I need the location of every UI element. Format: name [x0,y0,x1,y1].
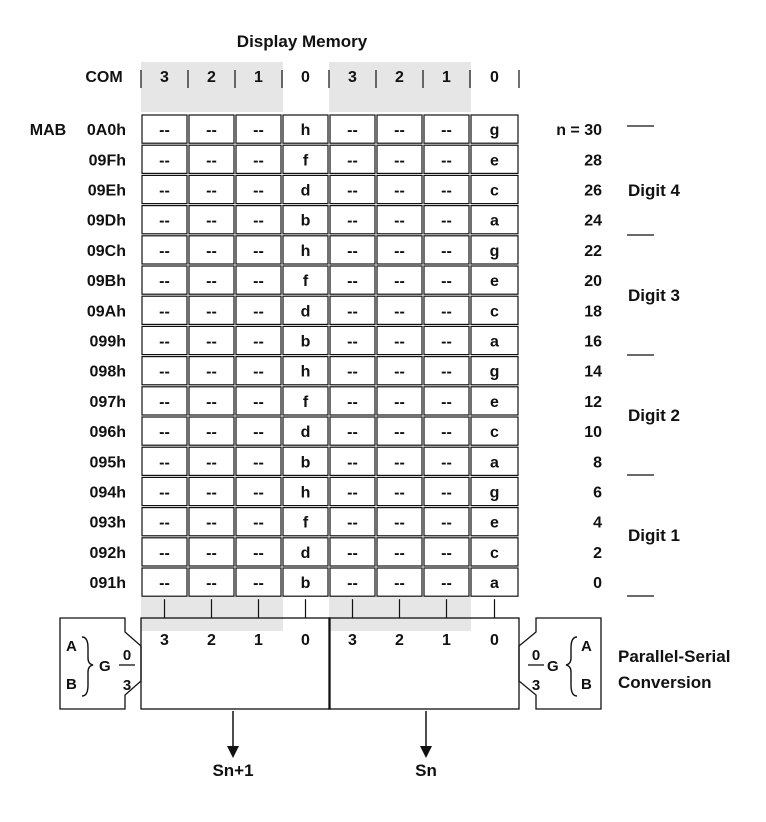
output-sn1-label: Sn+1 [212,761,254,780]
memory-cell-value: c [490,424,499,442]
mux-left-input-a: A [66,638,77,655]
row-address: 09Dh [86,212,126,230]
memory-cell-value: h [300,484,311,502]
memory-cell-value: -- [394,514,405,532]
row-address: 093h [89,514,126,532]
mux-left-gate: G [99,658,111,675]
memory-cell-value: -- [347,424,358,442]
memory-cell-value: -- [441,454,452,472]
row-n-value: 6 [593,484,602,502]
memory-cell-value: d [300,182,311,200]
memory-cell-value: -- [206,303,217,321]
memory-cell-value: -- [394,182,405,200]
memory-cell-value: -- [441,484,452,502]
memory-cell-value: d [300,424,311,442]
memory-cell-value: -- [159,363,170,381]
memory-cell-value: a [490,454,499,472]
row-address: 09Fh [88,152,126,170]
memory-cell-value: -- [253,333,264,351]
com-column-label: 1 [442,69,451,86]
com-column-label: 3 [348,69,357,86]
mux-right-brace [566,637,577,696]
row-address: 09Bh [86,273,126,291]
memory-cell-value: -- [253,122,264,140]
memory-cell-value: -- [206,273,217,291]
memory-cell-value: -- [159,514,170,532]
conversion-column-label: 1 [442,632,451,649]
address-column [87,122,126,592]
mux-right-numerator: 0 [531,647,541,664]
output-arrow-sn [420,711,432,758]
memory-cell-value: -- [441,514,452,532]
mux-left-brace [82,637,93,696]
memory-cell-value: e [490,273,499,291]
memory-cell-value: -- [441,122,452,140]
com-label: COM [85,69,123,86]
memory-cell-value: c [490,544,499,562]
conversion-label-line1: Parallel-Serial [618,647,731,666]
memory-cell-value: -- [347,363,358,381]
memory-cell-value: -- [206,182,217,200]
memory-cell-value: -- [347,333,358,351]
conversion-label-line2: Conversion [618,673,712,692]
memory-cell-value: -- [347,484,358,502]
memory-cell-value: -- [159,152,170,170]
memory-cell-value: -- [441,273,452,291]
memory-cell-value: -- [394,152,405,170]
memory-cell-value: -- [159,242,170,260]
conversion-column-label: 3 [160,632,169,649]
memory-cell-value: -- [206,242,217,260]
memory-cell-value: -- [253,363,264,381]
conversion-column-label: 0 [490,632,499,649]
memory-cell-value: f [302,393,309,411]
memory-cell-value: -- [441,182,452,200]
memory-cell-value: -- [441,544,452,562]
row-n-value: 26 [584,182,602,200]
row-address: 09Eh [87,182,126,200]
memory-cell-value: -- [394,575,405,593]
memory-cell-value: -- [253,544,264,562]
memory-cell-value: -- [206,393,217,411]
memory-cell-value: -- [347,273,358,291]
memory-cell-value: a [490,333,499,351]
memory-cell-value: -- [159,273,170,291]
memory-cell-value: g [489,122,500,140]
memory-cell-value: b [300,575,311,593]
memory-cell-value: g [489,484,500,502]
mux-left-input-b: B [66,676,77,693]
memory-cell-value: b [300,212,311,230]
memory-cell-value: -- [253,242,264,260]
digit-1-label: Digit 1 [628,526,680,545]
row-n-value: 14 [584,363,602,381]
row-n-value: 24 [584,212,602,230]
memory-cell-value: f [302,273,309,291]
memory-cell-value: -- [394,393,405,411]
memory-cell-value: -- [159,393,170,411]
row-n-value: 0 [593,575,602,593]
memory-cell-value: -- [347,182,358,200]
memory-cell-value: -- [347,122,358,140]
memory-cell-value: -- [159,424,170,442]
conversion-column-label: 2 [395,632,404,649]
memory-cell-value: -- [159,303,170,321]
digit-3-label: Digit 3 [628,286,680,305]
output-sn-label: Sn [415,761,437,780]
com-column-label: 0 [301,69,310,86]
memory-cell-value: -- [347,514,358,532]
memory-cell-value: -- [206,484,217,502]
memory-cell-value: f [302,514,309,532]
memory-cell-value: -- [347,212,358,230]
row-n-value: 12 [584,393,602,411]
memory-cell-value: -- [206,575,217,593]
memory-cell-value: -- [347,303,358,321]
memory-cell-value: -- [159,484,170,502]
memory-cell-value: -- [347,454,358,472]
diagram-title: Display Memory [236,32,368,51]
memory-cell-value: -- [253,575,264,593]
row-address: 091h [89,575,126,593]
memory-cell-value: f [302,152,309,170]
row-address: 096h [89,424,126,442]
memory-cell-value: -- [394,544,405,562]
row-n-value: 18 [584,303,602,321]
memory-cell-value: -- [441,333,452,351]
memory-cell-value: -- [253,273,264,291]
memory-cell-value: -- [206,514,217,532]
memory-cell-value: -- [394,424,405,442]
memory-cell-value: e [490,514,499,532]
memory-cell-value: -- [159,544,170,562]
mab-label: MAB [29,122,67,139]
com-column-label: 1 [254,69,263,86]
memory-cell-value: h [300,363,311,381]
memory-cell-value: -- [206,454,217,472]
memory-cell-value: -- [253,152,264,170]
memory-cell-value: -- [394,484,405,502]
memory-cell-value: -- [441,393,452,411]
memory-cell-value: -- [394,303,405,321]
memory-cell-value: -- [394,363,405,381]
memory-cell-value: b [300,454,311,472]
row-n-value: 8 [593,454,602,472]
memory-cell-value: -- [206,333,217,351]
memory-cell-value: -- [347,575,358,593]
conversion-column-label: 2 [207,632,216,649]
row-n-value: 20 [584,273,602,291]
output-arrow-sn1 [227,711,239,758]
memory-cell-value: -- [206,544,217,562]
row-n-value: 10 [584,424,602,442]
memory-cell-value: -- [253,393,264,411]
memory-cell-value: -- [159,182,170,200]
row-n-value: 16 [584,333,602,351]
row-n-value: 22 [584,242,602,260]
row-address: 09Ch [86,242,126,260]
com-column-label: 2 [207,69,216,86]
memory-cell-value: -- [206,212,217,230]
conversion-column-label: 1 [254,632,263,649]
mux-right-input-a: A [581,638,592,655]
memory-cell-value: -- [253,303,264,321]
mux-left-numerator: 0 [122,647,132,664]
row-address: 098h [89,363,126,381]
memory-cell-value: -- [253,424,264,442]
memory-cell-value: -- [394,242,405,260]
memory-cell-value: -- [441,242,452,260]
mux-left [60,618,141,709]
digit-4-label: Digit 4 [628,181,680,200]
com-column-label: 3 [160,69,169,86]
memory-cell-value: -- [159,454,170,472]
memory-cell-value: a [490,212,499,230]
memory-grid [142,115,518,596]
memory-cell-value: -- [206,424,217,442]
com-column-label: 2 [395,69,404,86]
row-n-value: 2 [593,544,602,562]
row-address: 09Ah [86,303,126,321]
memory-cell-value: -- [253,484,264,502]
memory-cell-value: e [490,152,499,170]
memory-cell-value: -- [441,363,452,381]
memory-cell-value: -- [394,273,405,291]
memory-cell-value: -- [394,122,405,140]
com-column-label: 0 [490,69,499,86]
mux-right [519,618,601,709]
mux-right-denominator: 3 [531,677,541,694]
memory-cell-value: -- [347,152,358,170]
memory-cell-value: -- [441,424,452,442]
row-address: 099h [89,333,126,351]
conversion-column-label: 0 [301,632,310,649]
row-address: 094h [89,484,126,502]
row-address: 095h [89,454,126,472]
mux-right-gate: G [547,658,559,675]
digit-2-label: Digit 2 [628,406,680,425]
memory-cell-value: -- [441,575,452,593]
row-n-value: 4 [593,514,602,532]
memory-cell-value: -- [206,122,217,140]
memory-cell-value: d [300,303,311,321]
memory-cell-value: -- [253,454,264,472]
memory-cell-value: e [490,393,499,411]
memory-cell-value: -- [394,212,405,230]
memory-cell-value: b [300,333,311,351]
memory-cell-value: h [300,242,311,260]
row-n-value: n = 30 [556,122,602,140]
memory-cell-value: -- [394,454,405,472]
memory-cell-value: d [300,544,311,562]
row-address: 0A0h [86,122,126,140]
memory-cell-value: -- [441,212,452,230]
mux-left-denominator: 3 [122,677,132,694]
mux-right-input-b: B [581,676,592,693]
memory-cell-value: -- [159,122,170,140]
memory-cell-value: -- [347,242,358,260]
memory-cell-value: -- [159,333,170,351]
memory-cell-value: -- [206,363,217,381]
n-value-column [556,122,602,592]
memory-cell-value: -- [347,393,358,411]
row-address: 092h [89,544,126,562]
memory-cell-value: -- [441,303,452,321]
memory-cell-value: -- [159,575,170,593]
memory-cell-value: -- [206,152,217,170]
memory-cell-value: g [489,242,500,260]
memory-cell-value: h [300,122,311,140]
memory-cell-value: g [489,363,500,381]
memory-cell-value: c [490,182,499,200]
memory-cell-value: a [490,575,499,593]
memory-cell-value: c [490,303,499,321]
memory-cell-value: -- [159,212,170,230]
conversion-column-label: 3 [348,632,357,649]
row-n-value: 28 [584,152,602,170]
memory-cell-value: -- [253,514,264,532]
memory-cell-value: -- [253,182,264,200]
row-address: 097h [89,393,126,411]
memory-cell-value: -- [394,333,405,351]
memory-cell-value: -- [347,544,358,562]
memory-cell-value: -- [253,212,264,230]
memory-cell-value: -- [441,152,452,170]
